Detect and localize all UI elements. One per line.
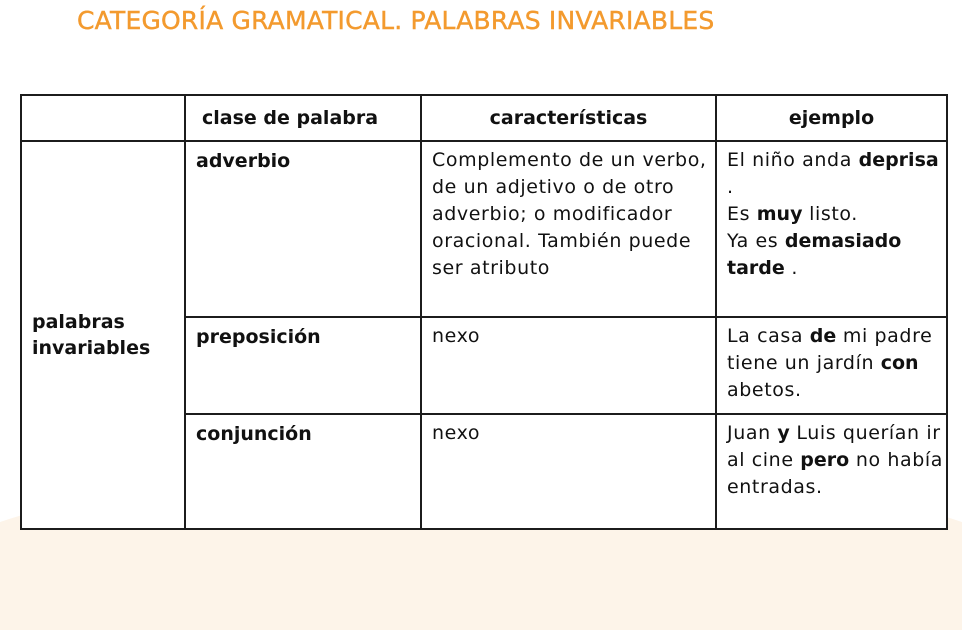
example-text: no había entradas.	[727, 449, 944, 498]
header-ejemplo: ejemplo	[716, 95, 947, 141]
page-title: CATEGORÍA GRAMATICAL. PALABRAS INVARIABLES	[77, 6, 715, 35]
header-caracteristicas: características	[421, 95, 716, 141]
ejemplo-cell	[716, 317, 947, 414]
table-row	[21, 141, 947, 317]
caracteristicas-cell: nexo	[421, 317, 716, 414]
example-text: El niño anda	[727, 149, 859, 171]
example-text: Juan	[727, 422, 778, 444]
caracteristicas-cell: nexo	[421, 414, 716, 529]
caracteristicas-cell: Complemento de un verbo, de un adjetivo o de otro adverbio; o modificador oracional. También puede ser atributo	[421, 141, 716, 317]
clase-cell: preposición	[185, 317, 421, 414]
header-clase: clase de palabra	[185, 95, 421, 141]
example-highlight-word: deprisa	[858, 149, 939, 171]
clase-cell: adverbio	[185, 141, 421, 317]
example-highlight-word: muy	[756, 203, 803, 225]
example-text: Es	[727, 203, 757, 225]
clase-cell: conjunción	[185, 414, 421, 529]
example-text: La casa	[727, 325, 810, 347]
example-highlight-word: con	[880, 352, 919, 374]
group-label: palabras invariables	[32, 311, 151, 359]
example-text: listo.	[802, 203, 858, 225]
example-highlight-word: y	[777, 422, 790, 444]
example-text: .	[727, 176, 734, 198]
example-text: abetos.	[727, 379, 802, 401]
example-highlight-word: demasiado tarde	[727, 230, 902, 279]
table-header-row	[21, 95, 947, 141]
header-empty-cell	[21, 95, 185, 141]
example-text: Luis querían ir al cine	[727, 422, 941, 471]
example-text: mi padre tiene un jardín	[727, 325, 933, 374]
grammar-table	[20, 94, 948, 530]
ejemplo-cell	[716, 414, 947, 529]
example-highlight-word: de	[809, 325, 837, 347]
example-text: .	[784, 257, 799, 279]
group-label-cell	[21, 141, 185, 529]
example-highlight-word: pero	[800, 449, 850, 471]
ejemplo-cell	[716, 141, 947, 317]
example-text: Ya es	[727, 230, 785, 252]
